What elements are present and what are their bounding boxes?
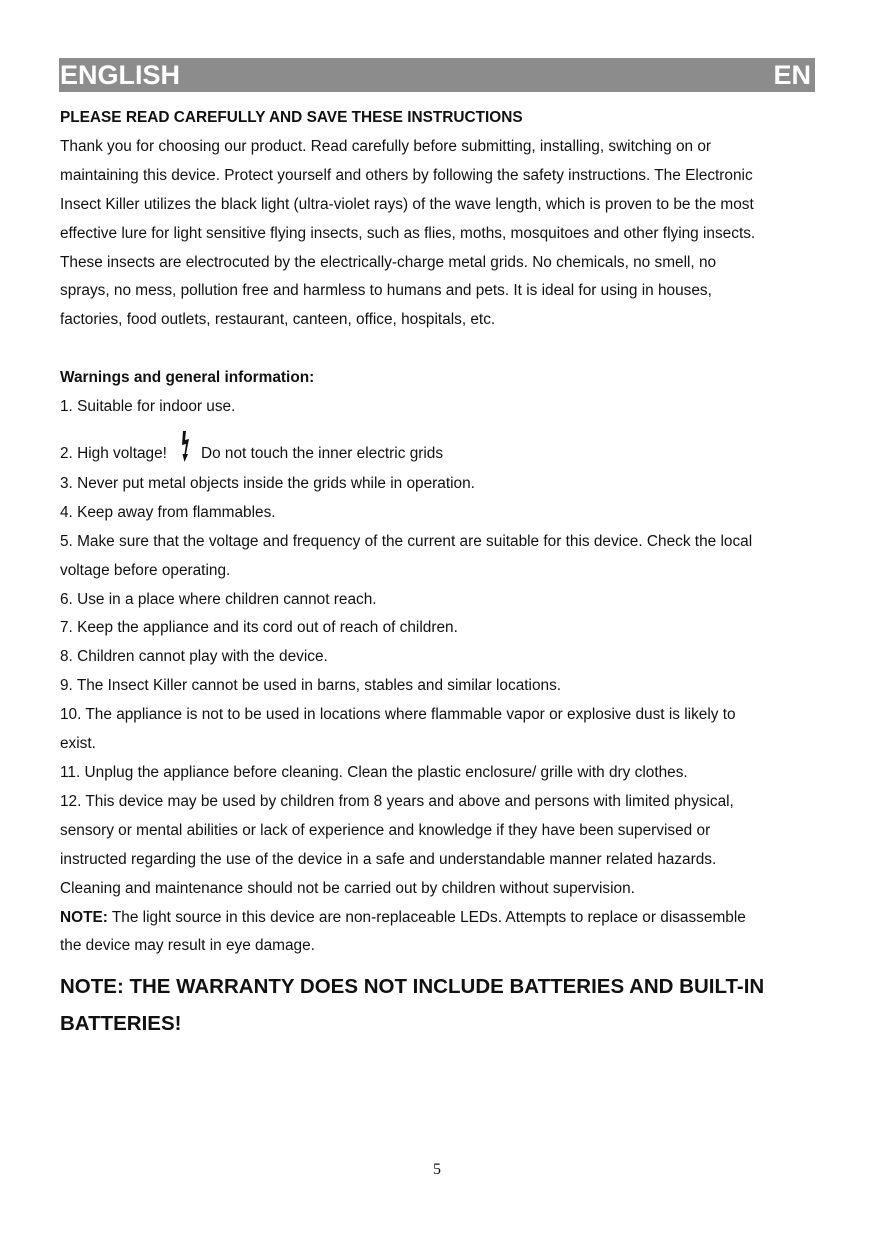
warning-item-line: 7. Keep the appliance and its cord out of reach of children. bbox=[60, 619, 458, 637]
warnings-heading: Warnings and general information: bbox=[60, 369, 315, 387]
intro-line: factories, food outlets, restaurant, canteen, office, hospitals, etc. bbox=[60, 311, 496, 329]
warning-item-line: sensory or mental abilities or lack of experience and knowledge if they have been supervised or bbox=[60, 821, 711, 839]
warning-item-line: voltage before operating. bbox=[60, 561, 231, 579]
warning-item-line: exist. bbox=[60, 735, 96, 753]
intro-line: sprays, no mess, pollution free and harmless to humans and pets. It is ideal for using in houses, bbox=[60, 282, 712, 300]
intro-line: maintaining this device. Protect yourself and others by following the safety instructions. The Electronic bbox=[60, 166, 753, 184]
warning-item-line: instructed regarding the use of the device in a safe and understandable manner related hazards. bbox=[60, 850, 717, 868]
intro-line: Insect Killer utilizes the black light (ultra-violet rays) of the wave length, which is proven to be the most bbox=[60, 195, 754, 213]
note-label: NOTE: bbox=[60, 908, 108, 926]
warning-list bbox=[60, 470, 820, 904]
note-text-line1: The light source in this device are non-replaceable LEDs. Attempts to replace or disassemble bbox=[107, 908, 746, 926]
lightning-bolt-icon bbox=[177, 430, 195, 464]
warning-item-line: 11. Unplug the appliance before cleaning. Clean the plastic enclosure/ grille with dry clothes. bbox=[60, 764, 688, 782]
warning-item-line: 4. Keep away from flammables. bbox=[60, 503, 276, 521]
language-code: EN bbox=[773, 59, 811, 90]
paragraph-spacer bbox=[60, 335, 820, 364]
intro-line: effective lure for light sensitive flying insects, such as flies, moths, mosquitoes and other flying insects. bbox=[60, 224, 756, 242]
warning-item-line: 6. Use in a place where children cannot reach. bbox=[60, 590, 377, 608]
warning-item-line: 5. Make sure that the voltage and frequency of the current are suitable for this device. Check the local bbox=[60, 532, 753, 550]
warning-item-line: 8. Children cannot play with the device. bbox=[60, 648, 328, 666]
high-voltage-label: 2. High voltage! bbox=[60, 444, 167, 462]
document-body bbox=[60, 104, 820, 1042]
warranty-line: NOTE: THE WARRANTY DOES NOT INCLUDE BATTERIES AND BUILT-IN bbox=[60, 975, 765, 999]
note-paragraph bbox=[60, 904, 820, 933]
intro-line: These insects are electrocuted by the electrically-charge metal grids. No chemicals, no smell, no bbox=[60, 253, 717, 271]
intro-paragraph bbox=[60, 133, 820, 335]
instructions-title: PLEASE READ CAREFULLY AND SAVE THESE INSTRUCTIONS bbox=[60, 109, 523, 126]
warranty-notice bbox=[60, 969, 820, 1042]
warning-item-line: 3. Never put metal objects inside the grids while in operation. bbox=[60, 474, 475, 492]
high-voltage-warning: Do not touch the inner electric grids bbox=[200, 444, 444, 462]
language-name: ENGLISH bbox=[60, 59, 181, 90]
note-text-line2: the device may result in eye damage. bbox=[60, 937, 315, 955]
warning-item-line: 9. The Insect Killer cannot be used in barns, stables and similar locations. bbox=[60, 677, 562, 695]
page-number: 5 bbox=[433, 1161, 441, 1178]
language-header-bar bbox=[59, 58, 815, 92]
warning-item-line: Cleaning and maintenance should not be carried out by children without supervision. bbox=[60, 879, 635, 897]
intro-line: Thank you for choosing our product. Read carefully before submitting, installing, switching on or bbox=[60, 137, 712, 155]
warning-item-line: 10. The appliance is not to be used in locations where flammable vapor or explosive dust is likely to bbox=[60, 706, 736, 724]
warning-item: 1. Suitable for indoor use. bbox=[60, 398, 236, 416]
warranty-line: BATTERIES! bbox=[60, 1011, 182, 1035]
warning-item-line: 12. This device may be used by children from 8 years and above and persons with limited physical, bbox=[60, 792, 734, 810]
warning-item-high-voltage bbox=[60, 422, 820, 470]
